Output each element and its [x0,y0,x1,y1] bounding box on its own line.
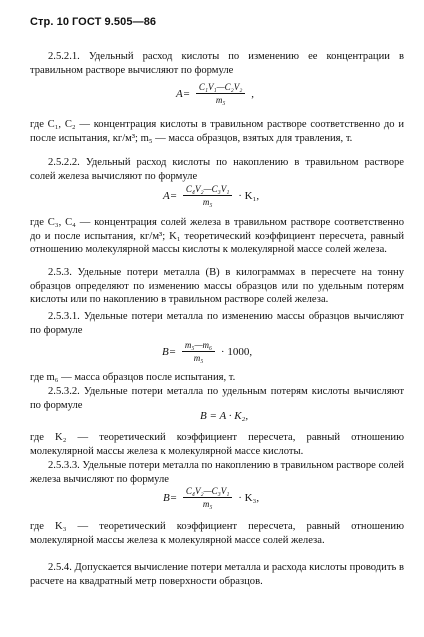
formula-tail: · 1000, [220,345,253,358]
paragraph-2-5-3-1: 2.5.3.1. Удельные потери металла по изменению массы образцов вычисляют по формуле [30,311,404,336]
denominator: m₅ [215,95,226,105]
formula-acid-consumption-concentration [176,82,254,105]
formula-acid-consumption-iron-salts [163,184,259,207]
paragraph-2-5-3-3-where: где K₃ — теоретический коэффициент пересчета, равный отношению молекулярной массы железа к молекулярной массе солей железа. [30,521,404,546]
formula-lhs: A= [163,189,178,202]
formula-lhs: A= [176,87,191,100]
numerator: C₄V₂—C₃V₁ [183,486,233,498]
paragraph-2-5-2-1-where: где C₁, C₂ — концентрация кислоты в травильном растворе соответственно до и после испытания, кг/м³; m₅ — масса образцов, взятых для травления, т. [30,119,404,144]
formula-tail: · K₃, [238,491,260,504]
denominator: m₅ [202,197,213,207]
formula-metal-loss-mass [162,340,252,363]
paragraph-2-5-2-2: 2.5.2.2. Удельный расход кислоты по накоплению в травильном растворе солей железа вычисляют по формуле [30,157,404,182]
paragraph-2-5-3: 2.5.3. Удельные потери металла (B) в килограммах в пересчете на тонну образцов определяют по изменению массы образцов или по удельным потерям кислоты или по накоплению в травильном растворе солей железа. [30,267,404,306]
page-number: Стр. 10 [30,16,70,28]
paragraph-2-5-2-2-where: где C₃, C₄ — концентрация солей железа в травильном растворе соответственно до и после испытания, кг/м³; K₁ теоретический коэффициент пересчета, равный отношению молекулярной массы кислоты к молекулярной массе солей железа. [30,217,404,256]
fraction [182,340,215,363]
numerator: C₁V₁—C₂V₂ [196,82,246,94]
paragraph-2-5-3-1-where: где m₆ — масса образцов после испытания, т. [30,372,236,383]
paragraph-2-5-4: 2.5.4. Допускается вычисление потери металла и расхода кислоты проводить в расчете на квадратный метр поверхности образцов. [30,562,404,587]
formula-lhs: B= [163,491,178,504]
paragraph-2-5-3-3: 2.5.3.3. Удельные потери металла по накоплению в травильном растворе солей железа вычисляют по формуле [30,460,404,485]
formula-lhs: B= [162,345,177,358]
paragraph-2-5-3-2: 2.5.3.2. Удельные потери металла по удельным потерям кислоты вычисляют по формуле [30,386,404,411]
paragraph-2-5-2-1: 2.5.2.1. Удельный расход кислоты по изменению ее концентрации в травильном растворе вычисляют по формуле [30,51,404,76]
fraction [183,184,233,207]
formula-tail: , [251,87,254,100]
denominator: m₅ [202,499,213,509]
fraction [183,486,233,509]
paragraph-2-5-3-2-where: где K₂ — теоретический коэффициент пересчета, равный отношению молекулярной массы железа к молекулярной массе кислоты. [30,432,404,457]
formula-tail: · K₁, [238,189,260,202]
standard-number: ГОСТ 9.505—86 [71,16,157,28]
page-header [30,16,156,28]
numerator: C₄V₂—C₃V₁ [183,184,233,196]
fraction [196,82,246,105]
formula-metal-loss-acid: B = A · K₂, [200,410,249,422]
numerator: m₅—m₆ [182,340,215,352]
formula-metal-loss-iron-salts [163,486,259,509]
denominator: m₅ [193,353,204,363]
